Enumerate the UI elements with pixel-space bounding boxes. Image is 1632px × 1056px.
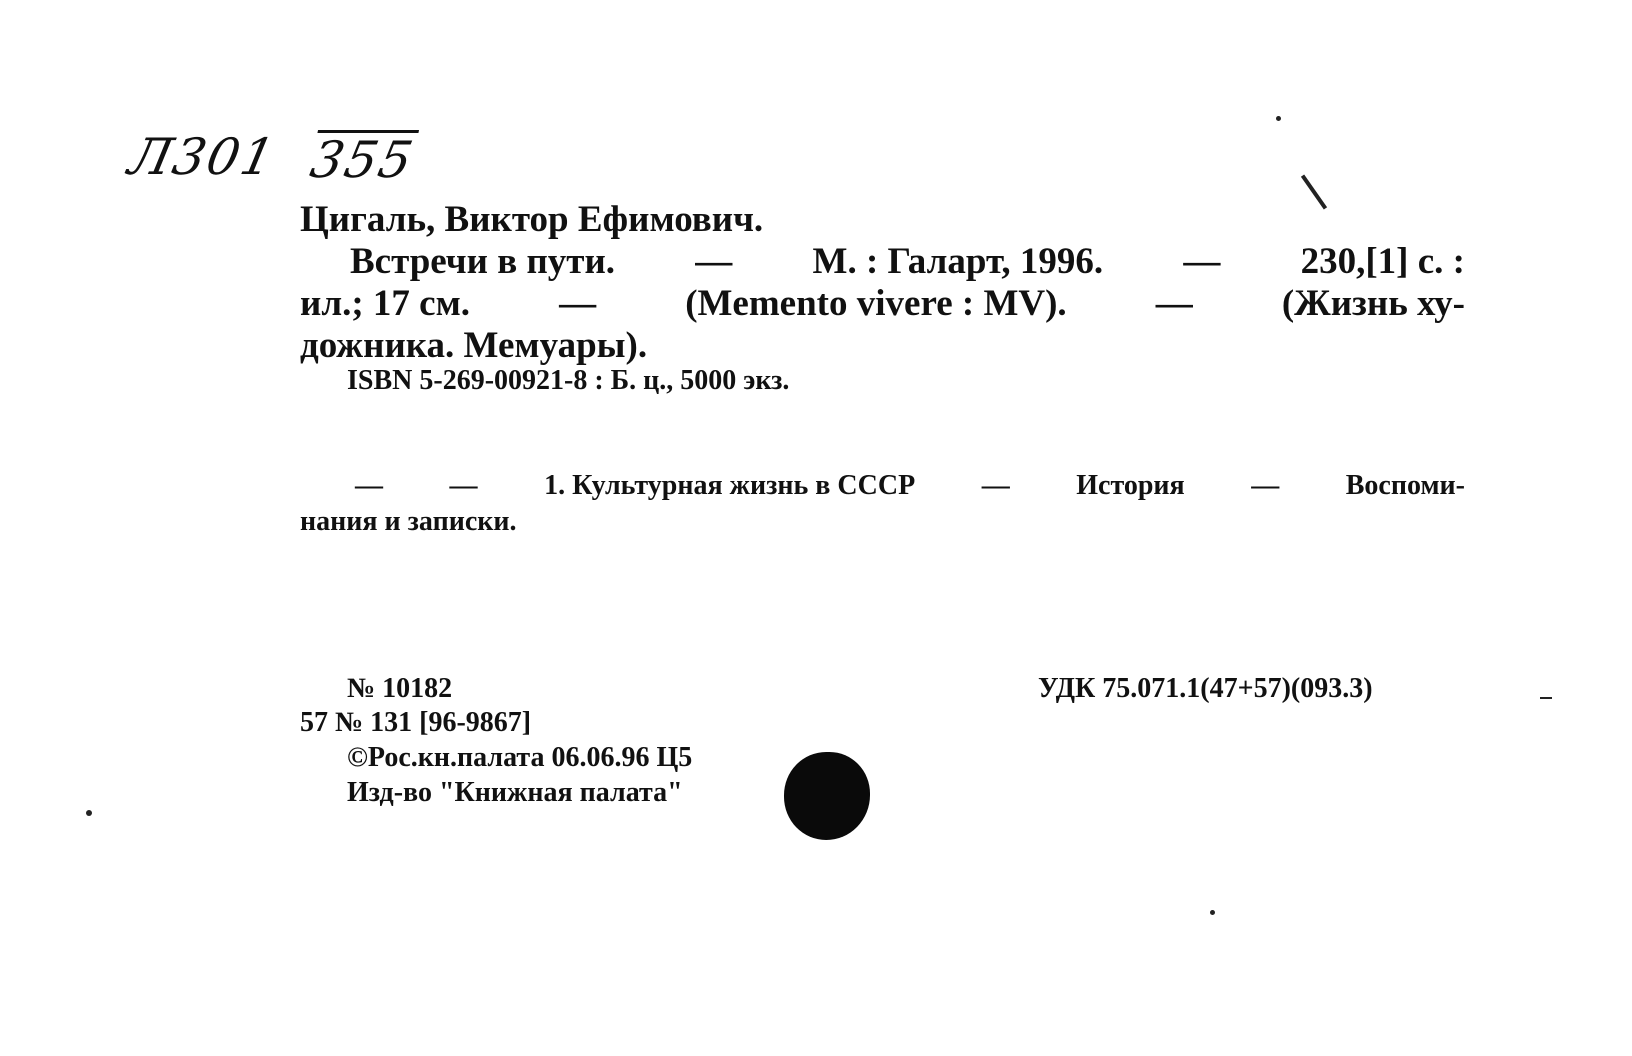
handwritten-shelf-number: 355	[305, 131, 420, 189]
subject-subdivision-memoirs: Воспоми-	[1345, 470, 1465, 501]
isbn-line: ISBN 5-269-00921-8 : Б. ц., 5000 экз.	[347, 365, 790, 396]
dash: —	[559, 283, 597, 324]
speck	[1540, 697, 1552, 699]
dash: —	[1183, 241, 1221, 282]
dash: —	[695, 241, 733, 282]
subject-subdivision-history: История	[1076, 470, 1185, 501]
subject-line-continued: нания и записки.	[300, 506, 517, 537]
pen-stroke	[1301, 174, 1327, 209]
ink-blot	[784, 752, 870, 840]
series-1: (Memento vivere : MV).	[685, 283, 1067, 324]
illustrations-size: ил.; 17 см.	[300, 283, 471, 324]
dash: —	[981, 470, 1010, 501]
speck	[1276, 116, 1281, 121]
series-2-end: дожника. Мемуары).	[300, 325, 648, 366]
copyright-line: ©Рос.кн.палата 06.06.96 Ц5	[347, 742, 693, 773]
dash: —	[449, 470, 478, 501]
author-heading: Цигаль, Виктор Ефимович.	[300, 199, 764, 240]
record-number: № 10182	[347, 673, 453, 704]
publisher-line: Изд-во "Книжная палата"	[347, 777, 683, 808]
speck	[86, 810, 92, 816]
dash: —	[355, 470, 383, 501]
subject-heading: 1. Культурная жизнь в СССР	[544, 470, 916, 501]
subject-line	[355, 470, 1465, 502]
pagination: 230,[1] с. :	[1300, 241, 1465, 282]
imprint: М. : Галарт, 1996.	[812, 241, 1104, 282]
dash: —	[1155, 283, 1193, 324]
handwritten-call-number: Л301	[123, 128, 282, 186]
card-number: 57 № 131 [96-9867]	[300, 707, 532, 738]
udk-classification: УДК 75.071.1(47+57)(093.3)	[1038, 673, 1373, 704]
dash: —	[1251, 470, 1280, 501]
title-text: Встречи в пути.	[350, 241, 616, 282]
series-2-start: (Жизнь ху-	[1281, 283, 1465, 324]
title-line	[350, 240, 1465, 283]
speck	[1210, 910, 1215, 915]
physical-description-line	[300, 282, 1465, 325]
